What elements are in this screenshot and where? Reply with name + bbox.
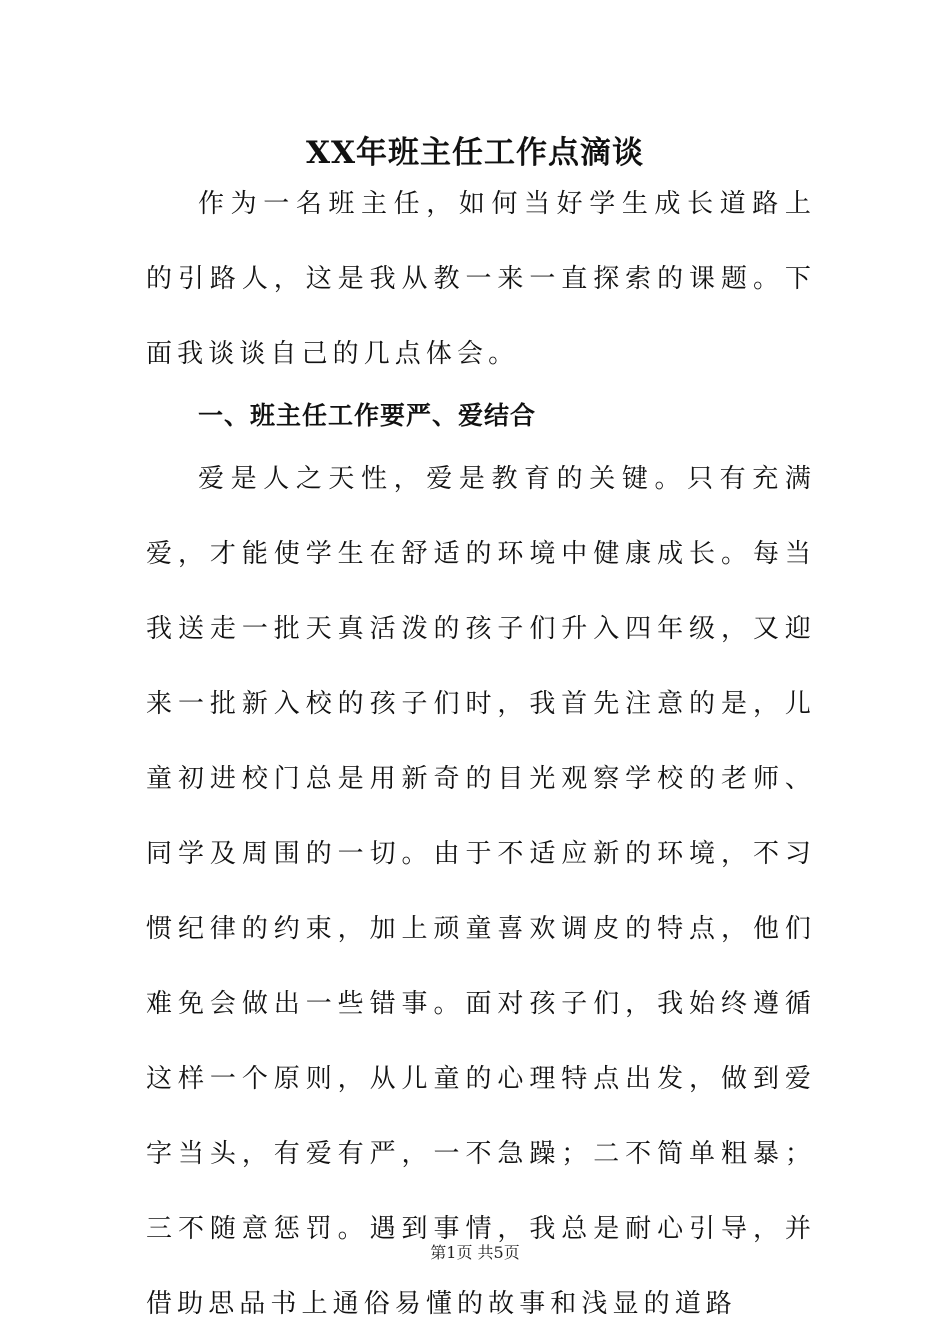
section-heading: 一、班主任工作要严、爱结合	[198, 401, 537, 430]
page-footer: 第1页 共5页	[430, 1243, 520, 1262]
section-paragraph: 爱是人之天性，爱是教育的关键。只有充满爱，才能使学生在舒适的环境中健康成长。每当我送走一批天真活泼的孩子们升入四年级，又迎来一批新入校的孩子们时，我首先注意的是，儿童初进校门总是用新奇的目光观察学校的老师、同学及周围的一切。由于不适应新的环境，不习惯纪律的约束，加上顽童喜欢调皮的特点，他们难免会做出一些错事。面对孩子们，我始终遵循这样一个原则，从儿童的心理特点出发，做到爱字当头，有爱有严，一不急躁；二不简单粗暴；三不随意惩罚。遇到事情，我总是耐心引导，并借助思品书上通俗易懂的故事和浅显的道路	[146, 464, 816, 1319]
document-title: XX年班主任工作点滴谈	[305, 135, 645, 171]
intro-paragraph: 作为一名班主任，如何当好学生成长道路上的引路人，这是我从教一来一直探索的课题。下面我谈谈自己的几点体会。	[146, 189, 816, 369]
